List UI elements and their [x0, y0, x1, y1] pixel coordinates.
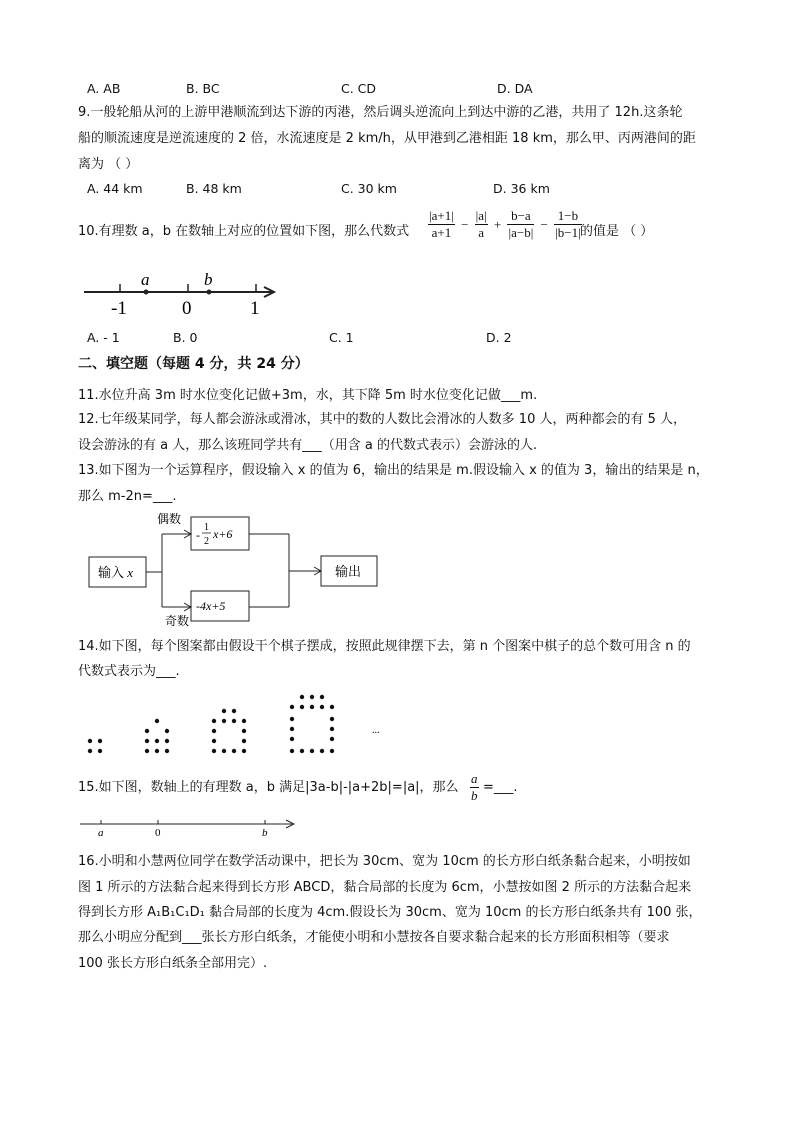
q13-odd-formula: -4x+5	[196, 599, 226, 613]
q13-flowchart	[80, 510, 390, 630]
q16-line-3: 得到长方形 A₁B₁C₁D₁ 黏合局部的长度为 4cm.假设长为 30cm、宽为 10cm 的长方形白纸条共有 100 张，	[78, 905, 702, 920]
q10-label-a: a	[141, 270, 150, 289]
q10-fraction-1: $\frac{|a+1|}{a+1}$	[429, 208, 454, 240]
q13-even-num: 1	[204, 522, 209, 533]
q13-even-label: 偶数	[157, 512, 182, 526]
q13-line-1: 13.如下图为一个运算程序，假设输入 x 的值为 6，输出的结果是 m.假设输入 x 的值为 3，输出的结果是 n，	[78, 463, 709, 478]
q15-label-b: b	[262, 827, 268, 838]
q10-option-a: A. - 1	[87, 330, 120, 345]
q14-ellipsis: ...	[372, 725, 380, 736]
q16-line-2: 图 1 所示的方法黏合起来得到长方形 ABCD，黏合局部的长度为 6cm，小慧按如图 2 所示的方法黏合起来	[78, 880, 692, 895]
q10-option-d: D. 2	[486, 330, 512, 345]
q9-line-3: 离为 （ ）	[78, 157, 139, 172]
q10-tail: 的值是 （ ）	[580, 224, 654, 239]
q13-input-label: 输入 x	[98, 565, 134, 580]
q16-line-1: 16.小明和小慧两位同学在数学活动课中，把长为 30cm、宽为 10cm 的长方形白纸条黏合起来，小明按如	[78, 854, 691, 869]
q14-pattern-2	[145, 719, 169, 753]
q14-line-1: 14.如下图，每个图案都由假设干个棋子摆成，按照此规律摆下去，第 n 个图案中棋子的总个数可用含 n 的	[78, 639, 691, 654]
q16-line-5: 100 张长方形白纸条全部用完）.	[78, 956, 268, 971]
q10-fraction-4: $\frac{1-b}{|b-1|}$	[555, 208, 581, 240]
q10-expression: $\frac{|a+1|}{a+1}$ − $\frac{|a|}{a}$ + $\frac{b-a}{|a-b|}$ − $\frac{1-b}{|b-1|}$	[429, 208, 581, 240]
q10-fraction-2: $\frac{|a|}{a}$	[475, 208, 487, 240]
q9-option-a: A. 44 km	[87, 181, 143, 196]
q9-option-b: B. 48 km	[186, 181, 242, 196]
q16-line-4: 那么小明应分配到___张长方形白纸条，才能使小明和小慧按各自要求黏合起来的长方形面积相等（要求	[78, 930, 670, 945]
section-2-title: 二、填空题（每题 4 分，共 24 分）	[78, 356, 309, 372]
q13-even-den: 2	[204, 536, 209, 547]
q15-number-line	[78, 814, 300, 838]
q14-pattern-3	[212, 709, 246, 753]
q8-option-a: A. AB	[87, 81, 121, 96]
q9-line-2: 船的顺流速度是逆流速度的 2 倍，水流速度是 2 km/h，从甲港到乙港相距 18 km，那么甲、丙两港间的距	[78, 131, 696, 146]
q9-option-c: C. 30 km	[341, 181, 397, 196]
q12-line-1: 12.七年级某同学，每人都会游泳或滑冰，其中的数的人数比会滑冰的人数多 10 人，两种都会的有 5 人，	[78, 412, 687, 427]
q9-line-1: 9.一般轮船从河的上游甲港顺流到达下游的丙港，然后调头逆流向上到达中游的乙港，共用了 12h.这条轮	[78, 105, 683, 120]
q14-pattern-1	[88, 739, 102, 753]
q10-number-line	[78, 268, 288, 320]
q13-even-rest: x+6	[213, 527, 233, 541]
q14-patterns	[80, 690, 390, 758]
q10-option-c: C. 1	[329, 330, 354, 345]
q15-tail: =___.	[483, 780, 518, 795]
q10-point-b	[207, 290, 212, 295]
q15-text: 15.如下图，数轴上的有理数 a，b 满足|3a-b|-|a+2b|=|a|，那么	[78, 780, 459, 795]
q15-label-0: 0	[155, 827, 161, 838]
q8-option-b: B. BC	[186, 81, 220, 96]
q15-label-a: a	[98, 827, 104, 838]
q10-label-1: 1	[250, 298, 260, 319]
q13-even-sign: -	[196, 528, 200, 542]
q9-option-d: D. 36 km	[493, 181, 550, 196]
q12-line-2: 设会游泳的有 a 人，那么该班同学共有___（用含 a 的代数式表示）会游泳的人.	[78, 438, 538, 453]
q10-label-b: b	[204, 270, 213, 289]
q14-pattern-4	[290, 695, 334, 753]
q10-point-a	[144, 290, 149, 295]
q10-label-neg1: -1	[111, 298, 127, 319]
q13-odd-label: 奇数	[165, 614, 190, 628]
q8-option-c: C. CD	[341, 81, 377, 96]
q15-fraction: $\frac{a}{b}$	[471, 771, 478, 803]
q10-label-0: 0	[182, 298, 192, 319]
q11-text: 11.水位升高 3m 时水位变化记做+3m，水，其下降 5m 时水位变化记做___m.	[78, 388, 538, 403]
q10-option-b: B. 0	[173, 330, 198, 345]
q13-output-label: 输出	[335, 564, 362, 579]
q10-fraction-3: $\frac{b-a}{|a-b|}$	[508, 208, 534, 240]
q14-line-2: 代数式表示为___.	[78, 664, 180, 679]
q8-option-d: D. DA	[497, 81, 533, 96]
q13-line-2: 那么 m-2n=___.	[78, 489, 177, 504]
q10-text: 10.有理数 a，b 在数轴上对应的位置如下图，那么代数式	[78, 224, 410, 239]
